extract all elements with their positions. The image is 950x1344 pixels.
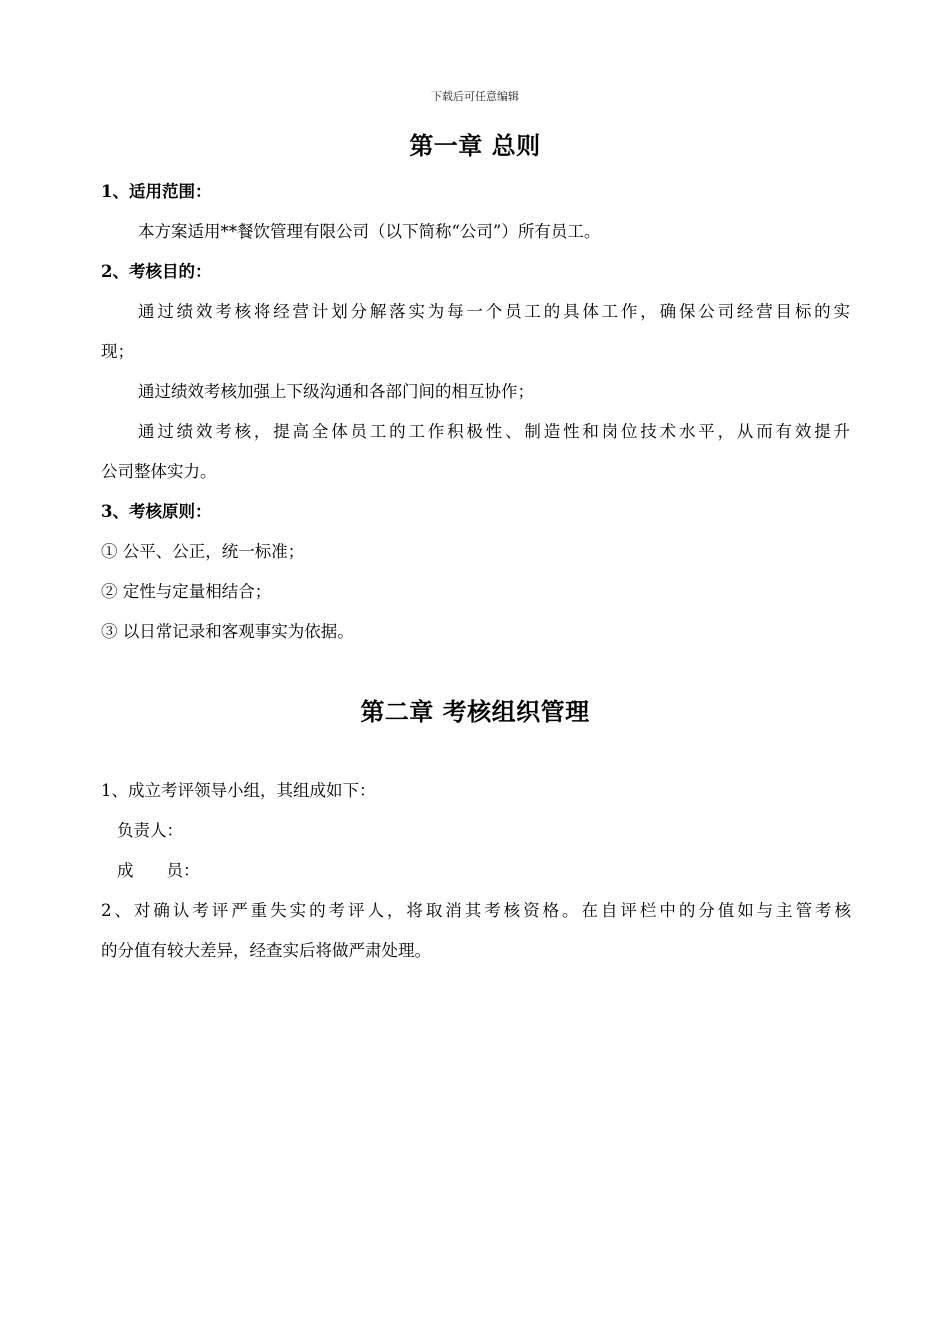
member-label: 成 员： — [117, 861, 200, 880]
section2-paragraph3-line1: 通过绩效考核，提高全体员工的工作积极性、制造性和岗位技术水平，从而有效提升 — [138, 422, 850, 441]
principle-item: ③ 以日常记录和客观事实为依据。 — [101, 622, 354, 641]
section2-heading: 2、考核目的： — [101, 262, 212, 281]
section3-heading: 3、考核原则： — [101, 502, 212, 521]
chapter2-title: 第二章 考核组织管理 — [360, 698, 590, 726]
chapter1-title: 第一章 总则 — [409, 132, 541, 160]
chapter2-item2-line1: 2、对确认考评严重失实的考评人，将取消其考核资格。在自评栏中的分值如与主管考核 — [101, 901, 851, 920]
section1-text: 本方案适用**餐饮管理有限公司（以下简称“公司”）所有员工。 — [138, 222, 601, 241]
principle-item: ① 公平、公正，统一标准； — [101, 542, 305, 561]
section2-paragraph1-line1: 通过绩效考核将经营计划分解落实为每一个员工的具体工作，确保公司经营目标的实 — [138, 302, 850, 321]
header-note: 下载后可任意编辑 — [431, 90, 519, 103]
section2-paragraph2: 通过绩效考核加强上下级沟通和各部门间的相互协作； — [138, 382, 534, 401]
leader-label: 负责人： — [117, 821, 183, 840]
chapter2-item1: 1、成立考评领导小组，其组成如下： — [101, 781, 376, 800]
chapter2-item2-line2: 的分值有较大差异，经查实后将做严肃处理。 — [101, 941, 431, 960]
section2-paragraph3-line2: 公司整体实力。 — [101, 462, 217, 481]
section2-paragraph1-line2: 现； — [101, 342, 134, 361]
principle-item: ② 定性与定量相结合； — [101, 582, 272, 601]
section1-heading: 1、适用范围： — [101, 182, 212, 201]
